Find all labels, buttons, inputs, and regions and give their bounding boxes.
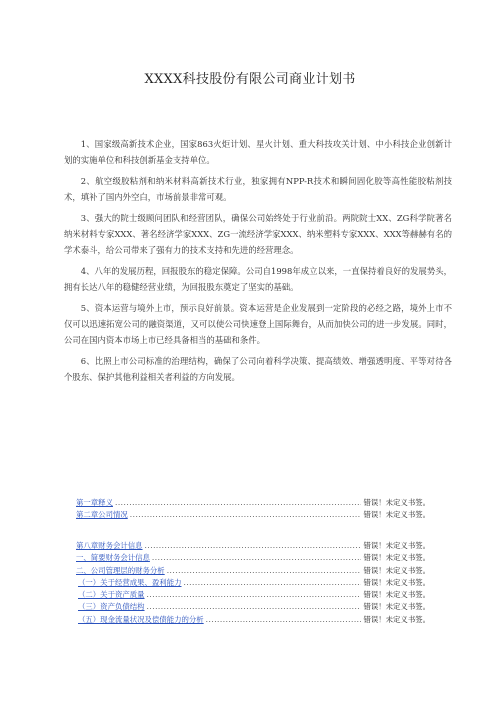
toc-link-section-1[interactable]: 一、简要财务会计信息 [76, 553, 150, 563]
toc-entry[interactable] [76, 577, 430, 589]
toc-link-subsection-5[interactable]: （五）现金流量状况及偿债能力的分析 [78, 614, 204, 624]
toc-leader-dots [147, 589, 362, 601]
toc-leader-dots [206, 614, 362, 626]
toc-page-ref: 错误！未定义书签。 [363, 577, 430, 587]
toc-leader-dots [147, 601, 362, 613]
toc-link-chapter-1[interactable]: 第一章释义 [76, 498, 113, 507]
toc-entry[interactable] [76, 552, 430, 564]
toc-page-ref: 错误！未定义书签。 [363, 590, 430, 600]
paragraph-1: 1、国家级高新技术企业，国家863火炬计划、星火计划、重大科技攻关计划、中小科技企业创新计划的实施单位和科技创新基金支持单位。 [64, 139, 452, 165]
toc-entry[interactable] [76, 497, 430, 509]
toc-page-ref: 错误！未定义书签。 [363, 602, 430, 612]
toc-entry[interactable] [76, 601, 430, 613]
toc-entry[interactable] [76, 565, 430, 577]
toc-entry[interactable] [76, 589, 430, 601]
toc-leader-dots [152, 552, 362, 564]
paragraph-2: 2、航空级胶粘剂和纳米材料高新技术行业，独家拥有NPP-R技术和瞬间固化胶等高性能胶粘剂技术，填补了国内外空白，市场前景非常可观。 [64, 176, 452, 202]
paragraph-4: 4、八年的发展历程，回报股东的稳定保障。公司自1998年成立以来，一直保持着良好的发展势头，拥有长达八年的稳健经营业绩，为回报股东奠定了坚实的基础。 [64, 266, 452, 292]
toc-leader-dots [130, 509, 362, 521]
toc-leader-dots [115, 497, 362, 509]
paragraph-6: 6、比照上市公司标准的治理结构，确保了公司向着科学决策、提高绩效、增强透明度、平等对待各个股东、保护其他利益相关者利益的方向发展。 [64, 356, 452, 382]
table-of-contents-part-1 [76, 497, 430, 522]
paragraph-3: 3、强大的院士级顾问团队和经营团队，确保公司始终处于行业前沿。两院院士XX、ZG科学院著名纳米材料专家XXX、著名经济学家XXX、ZG一流经济学家XXX、纳米塑料专家XXX、XXX等赫赫有名的学术泰斗，给公司带来了强有力的技术支持和先进的经营理念。 [64, 213, 452, 255]
table-of-contents-part-2 [76, 540, 430, 626]
toc-page-ref: 错误！未定义书签。 [363, 510, 430, 520]
toc-link-subsection-2[interactable]: （二）关于资产质量 [78, 590, 145, 600]
toc-link-subsection-1[interactable]: （一）关于经营成果、盈利能力 [78, 577, 182, 587]
toc-entry[interactable] [76, 614, 430, 626]
toc-page-ref: 错误！未定义书签。 [363, 614, 430, 624]
toc-link-subsection-3[interactable]: （三）资产负债结构 [78, 602, 145, 612]
toc-page-ref: 错误！未定义书签。 [363, 565, 430, 575]
paragraph-5: 5、资本运营与境外上市，预示良好前景。资本运营是企业发展到一定阶段的必经之路，境外上市不仅可以迅速拓宽公司的融资渠道，又可以使公司快速登上国际舞台，从而加快公司的进一步发展。同时，公司在国内资本市场上市已经具备相当的基础和条件。 [64, 303, 452, 345]
toc-link-chapter-2[interactable]: 第二章公司情况 [76, 510, 128, 520]
toc-leader-dots [145, 540, 362, 552]
toc-page-ref: 错误！未定义书签。 [363, 541, 430, 550]
toc-link-section-2[interactable]: 二、公司管理层的财务分析 [76, 565, 165, 575]
toc-link-chapter-8[interactable]: 第八章财务会计信息 [76, 541, 143, 550]
toc-entry[interactable] [76, 509, 430, 521]
toc-entry[interactable] [76, 540, 430, 552]
toc-leader-dots [183, 577, 361, 589]
toc-page-ref: 错误！未定义书签。 [363, 553, 430, 563]
document-body [64, 136, 452, 390]
toc-leader-dots [167, 565, 362, 577]
document-title: XXXX科技股份有限公司商业计划书 [144, 72, 356, 87]
toc-page-ref: 错误！未定义书签。 [363, 498, 430, 507]
